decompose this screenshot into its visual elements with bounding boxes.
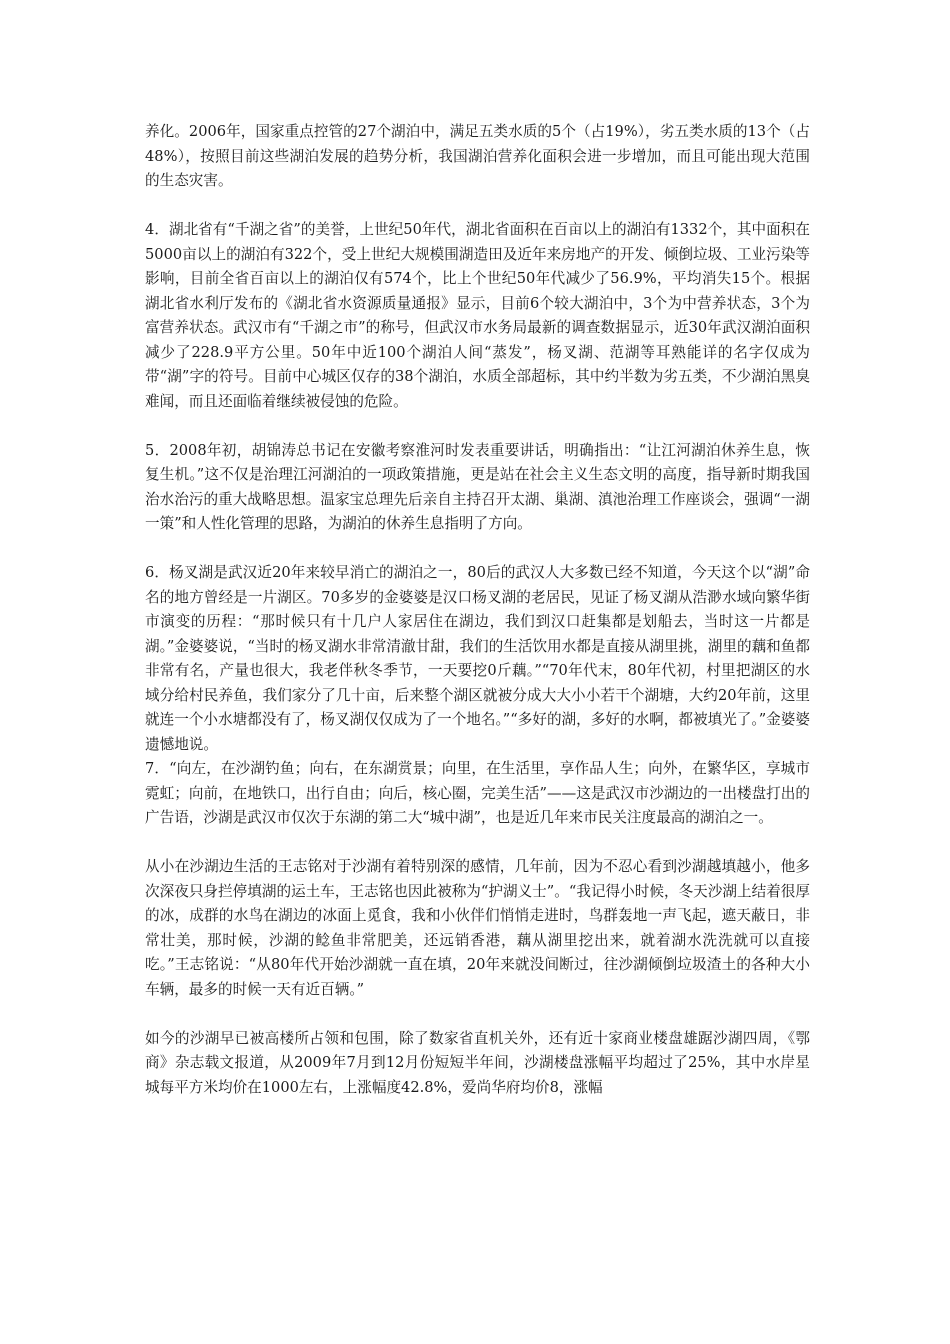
paragraph-4-hubei-lakes: 4．湖北省有“千湖之省”的美誉，上世纪50年代，湖北省面积在百亩以上的湖泊有1332个，其中面积在5000亩以上的湖泊有322个，受上世纪大规模围湖造田及近年来房地产的开发、倾倒垃圾、工业污染等影响，目前全省百亩以上的湖泊仅有574个，比上个世纪50年代减少了56.9%，平均消失15个。根据湖北省水利厅发布的《湖北省水资源质量通报》显示，目前6个较大湖泊中，3个为中营养状态，3个为富营养状态。武汉市有“千湖之市”的称号，但武汉市水务局最新的调查数据显示，近30年武汉湖泊面积减少了228.9平方公里。50年中近100个湖泊人间“蒸发”，杨叉湖、范湖等耳熟能详的名字仅成为带“湖”字的符号。目前中心城区仅存的38个湖泊，水质全部超标，其中约半数为劣五类，不少湖泊黑臭难闻，而且还面临着继续被侵蚀的危险。 [145,221,810,410]
paragraph-eutrophication: 养化。2006年，国家重点控管的27个湖泊中，满足五类水质的5个（占19%），劣五类水质的13个（占48%），按照目前这些湖泊发展的趋势分析，我国湖泊营养化面积会进一步增加，而且可能出现大范围的生态灾害。 [145,123,810,189]
paragraph-wang-zhiming: 从小在沙湖边生活的王志铭对于沙湖有着特别深的感情，几年前，因为不忍心看到沙湖越填越小，他多次深夜只身拦停填湖的运土车，王志铭也因此被称为“护湖义士”。“我记得小时候，冬天沙湖上结着很厚的冰，成群的水鸟在湖边的冰面上觅食，我和小伙伴们悄悄走进时，鸟群轰地一声飞起，遮天蔽日，非常壮美，那时候，沙湖的鲶鱼非常肥美，还远销香港，藕从湖里挖出来，就着湖水洗洗就可以直接吃。”王志铭说：“从80年代开始沙湖就一直在填，20年来就没间断过，往沙湖倾倒垃圾渣土的各种大小车辆，最多的时候一天有近百辆。” [145,858,810,998]
paragraph-7-shahu-ad: 7．“向左，在沙湖钓鱼；向右，在东湖赏景；向里，在生活里，享作品人生；向外，在繁华区，享城市霓虹；向前，在地铁口，出行自由；向后，核心圈，完美生活”——这是武汉市沙湖边的一出楼盘打出的广告语，沙湖是武汉市仅次于东湖的第二大“城中湖”，也是近几年来市民关注度最高的湖泊之一。 [145,760,810,826]
paragraph-shahu-today: 如今的沙湖早已被高楼所占领和包围，除了数家省直机关外，还有近十家商业楼盘雄踞沙湖四周，《鄂商》杂志载文报道，从2009年7月到12月份短短半年间，沙湖楼盘涨幅平均超过了25%，其中水岸星城每平方米均价在1000左右，上涨幅度42.8%，爱尚华府均价8，涨幅 [145,1029,810,1096]
document-body [145,120,810,1100]
paragraph-5-policy: 5．2008年初，胡锦涛总书记在安徽考察淮河时发表重要讲话，明确指出：“让江河湖泊休养生息，恢复生机。”这不仅是治理江河湖泊的一项政策措施，更是站在社会主义生态文明的高度，指导新时期我国治水治污的重大战略思想。温家宝总理先后亲自主持召开太湖、巢湖、滇池治理工作座谈会，强调“一湖一策”和人性化管理的思路，为湖泊的休养生息指明了方向。 [145,441,810,532]
paragraph-6-yangcha-lake: 6．杨叉湖是武汉近20年来较早消亡的湖泊之一，80后的武汉人大多数已经不知道，今天这个以“湖”命名的地方曾经是一片湖区。70多岁的金婆婆是汉口杨叉湖的老居民，见证了杨叉湖从浩渺水域向繁华街市演变的历程：“那时候只有十几户人家居住在湖边，我们到汉口赶集都是划船去，当时这一片都是湖。”金婆婆说，“当时的杨叉湖水非常清澈甘甜，我们的生活饮用水都是直接从湖里挑，湖里的藕和鱼都非常有名，产量也很大，我老伴秋冬季节，一天要挖0斤藕。”“70年代末，80年代初，村里把湖区的水域分给村民养鱼，我们家分了几十亩，后来整个湖区就被分成大大小小若干个湖塘，大约20年前，这里就连一个小水塘都没有了，杨叉湖仅仅成为了一个地名。”“多好的湖，多好的水啊，都被填光了。”金婆婆遗憾地说。 [145,564,810,753]
